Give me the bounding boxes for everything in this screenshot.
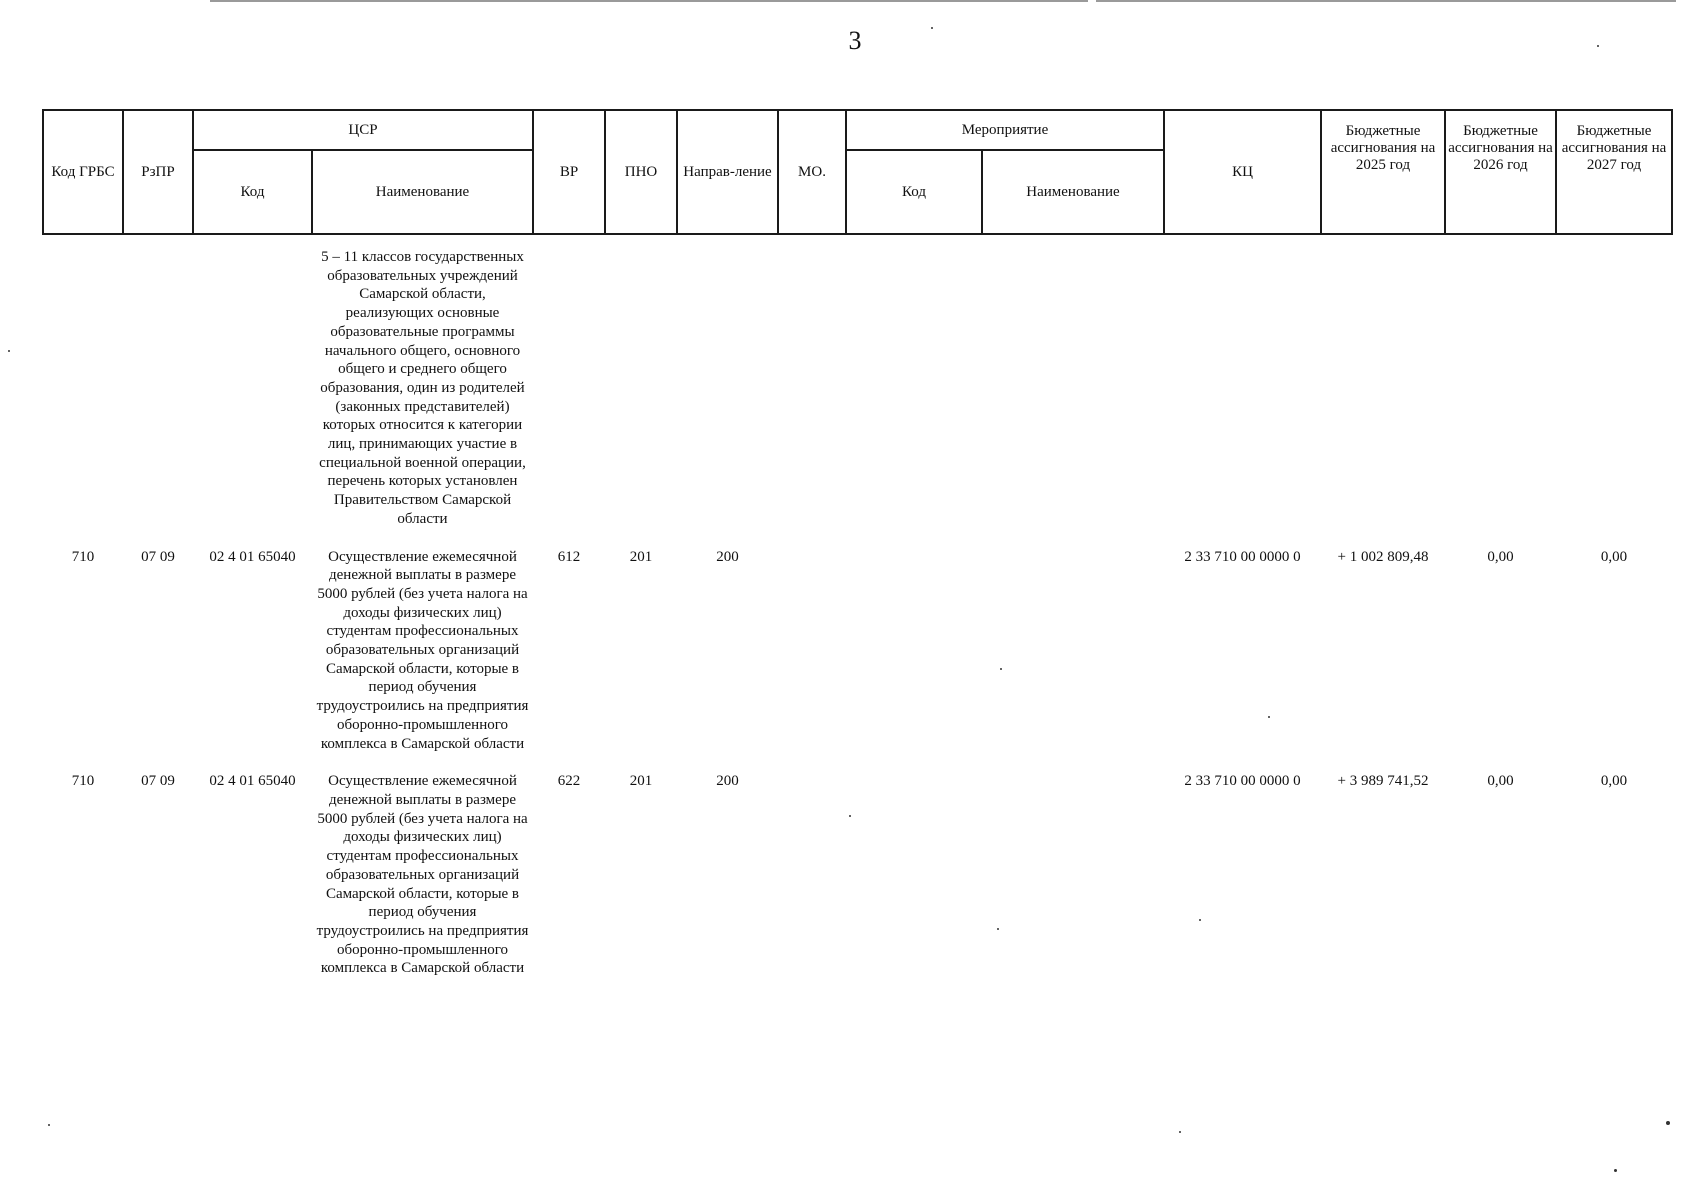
header-pno: ПНО (605, 110, 677, 234)
cell-vr: 612 (557, 548, 581, 565)
header-event-name: Наименование (982, 150, 1164, 234)
header-kc: КЦ (1164, 110, 1321, 234)
scan-speck (1000, 668, 1002, 670)
cell-budget-2025: + 1 002 809,48 (1337, 548, 1429, 565)
page-number: 3 (848, 26, 862, 55)
header-budget-2027: Бюджетные ассигнования на 2027 год (1556, 110, 1672, 234)
cell-budget-2026: 0,00 (1487, 773, 1514, 790)
header-rzpr: РзПР (123, 110, 193, 234)
continuation-row (43, 234, 1672, 529)
cell-event-code (846, 753, 982, 978)
scan-speck (849, 815, 851, 817)
scan-speck (997, 928, 999, 930)
cell-vr: 622 (557, 773, 581, 790)
budget-table (42, 109, 1673, 978)
scan-speck (931, 27, 933, 29)
cell-event-name (982, 529, 1164, 754)
table-row (43, 753, 1672, 978)
header-direction: Направ-ление (677, 110, 778, 234)
scan-speck (1268, 716, 1270, 718)
header-budget-2026: Бюджетные ассигнования на 2026 год (1445, 110, 1556, 234)
table-header (43, 110, 1672, 234)
cell-event-name (982, 753, 1164, 978)
cell-direction: 200 (716, 548, 739, 565)
cell-budget-2027: 0,00 (1600, 548, 1628, 565)
cell-mo (778, 529, 846, 754)
cell-rzpr: 07 09 (141, 773, 175, 790)
scan-speck (48, 1124, 50, 1126)
scan-speck (1666, 1121, 1670, 1125)
cell-direction: 200 (716, 773, 739, 790)
cell-mo (778, 753, 846, 978)
cell-pno: 201 (629, 773, 653, 790)
cell-grbs: 710 (71, 548, 95, 565)
scan-speck (1179, 1131, 1181, 1133)
top-rule-left (210, 0, 1088, 2)
cell-csr-code: 02 4 01 65040 (209, 548, 296, 565)
cell-csr-name: Осуществление ежемесячной денежной выплаты в размере 5000 рублей (без учета налога на доходы физических лиц) студентам профессиональных образовательных организаций Самарской области, которые в период обучения трудоустроились на предприятия оборонно-промышленного комплекса в Самарской области (316, 773, 529, 977)
cell-csr-code: 02 4 01 65040 (209, 773, 296, 790)
cell-kc: 2 33 710 00 0000 0 (1184, 773, 1301, 790)
header-csr-group: ЦСР (193, 110, 533, 150)
cell-budget-2025: + 3 989 741,52 (1337, 773, 1429, 790)
header-vr: ВР (533, 110, 605, 234)
cell-csr-name: Осуществление ежемесячной денежной выплаты в размере 5000 рублей (без учета налога на доходы физических лиц) студентам профессиональных образовательных организаций Самарской области, которые в период обучения трудоустроились на предприятия оборонно-промышленного комплекса в Самарской области (316, 548, 529, 752)
cell-event-code (846, 529, 982, 754)
cell-rzpr: 07 09 (141, 548, 175, 565)
cell-budget-2026: 0,00 (1487, 548, 1514, 565)
header-mo: МО. (778, 110, 846, 234)
scan-speck (1597, 45, 1599, 47)
cell-budget-2027: 0,00 (1600, 773, 1628, 790)
scan-speck (1614, 1169, 1617, 1172)
header-csr-name: Наименование (312, 150, 533, 234)
header-budget-2025: Бюджетные ассигнования на 2025 год (1321, 110, 1445, 234)
cell-grbs: 710 (71, 773, 95, 790)
scan-speck (1199, 919, 1201, 921)
header-event-group: Мероприятие (846, 110, 1164, 150)
continuation-text: 5 – 11 классов государственных образовательных учреждений Самарской области, реализующих основные образовательные программы начального общего, основного общего и среднего общего образования, один из родителей (законных представителей) которых относится к категории лиц, принимающих участие в специальной военной операции, перечень которых установлен Правительством Самарской области (319, 249, 526, 527)
header-csr-code: Код (193, 150, 312, 234)
cell-kc: 2 33 710 00 0000 0 (1184, 548, 1301, 565)
top-rule-right (1096, 0, 1676, 2)
cell-pno: 201 (629, 548, 653, 565)
header-grbs: Код ГРБС (43, 110, 123, 234)
table-body (43, 234, 1672, 978)
scan-speck (8, 350, 10, 352)
table-row (43, 529, 1672, 754)
header-event-code: Код (846, 150, 982, 234)
